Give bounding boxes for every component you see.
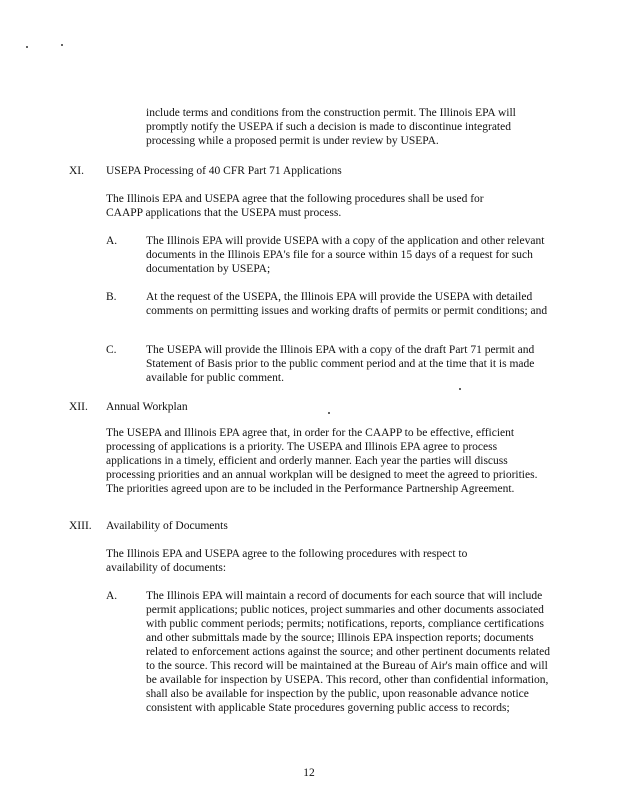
list-item-label: B.: [106, 291, 117, 303]
scan-speck: [61, 44, 63, 46]
section-intro: The Illinois EPA and USEPA agree to the following procedures with respect to availability of documents:: [106, 548, 468, 574]
section-intro: The Illinois EPA and USEPA agree that the following procedures shall be used for CAAPP applications that the USEPA must process.: [106, 193, 484, 219]
continuation-paragraph: include terms and conditions from the construction permit. The Illinois EPA will promptly notify the USEPA if such a decision is made to discontinue integrated processing while a proposed permit is under review by USEPA.: [146, 107, 516, 147]
section-number: XIII.: [69, 520, 92, 532]
list-item-text: At the request of the USEPA, the Illinois EPA will provide the USEPA with detailed comments on permitting issues and working drafts of permits or permit conditions; and: [146, 291, 548, 317]
section-number: XII.: [69, 401, 88, 413]
list-item-text: The Illinois EPA will maintain a record of documents for each source that will include permit applications; public notices, project summaries and other documents associated with public comment periods; permits; notifications, reports, compliance certifications and other submittals made by the source; Illinois EPA inspection reports; documents related to enforcement actions against the source; and other pertinent documents related to the source. This record will be maintained at the Bureau of Air's main office and will be available for inspection by USEPA. This record, other than confidential information, shall also be available for inspection by the public, upon reasonable advance notice consistent with applicable State procedures governing public access to records;: [146, 590, 550, 714]
list-item-label: A.: [106, 235, 118, 247]
section-heading: Availability of Documents: [106, 520, 228, 532]
section-body: The USEPA and Illinois EPA agree that, in order for the CAAPP to be effective, efficient processing of applications is a priority. The USEPA and Illinois EPA agree to process applications in a timely, efficient and orderly manner. Each year the parties will discuss processing priorities and an annual workplan will be designed to meet the agreed to priorities. The priorities agreed upon are to be included in the Performance Partnership Agreement.: [106, 427, 538, 495]
section-heading: USEPA Processing of 40 CFR Part 71 Applications: [106, 165, 342, 177]
list-item-text: The USEPA will provide the Illinois EPA with a copy of the draft Part 71 permit and Statement of Basis prior to the public comment period and at the time that it is made available for public comment.: [146, 344, 535, 384]
section-number: XI.: [69, 165, 85, 177]
list-item-text: The Illinois EPA will provide USEPA with a copy of the application and other relevant documents in the Illinois EPA's file for a source within 15 days of a request for such documentation by USEPA;: [146, 235, 545, 275]
list-item-label: A.: [106, 590, 118, 602]
list-item-label: C.: [106, 344, 117, 356]
scan-speck: [328, 412, 330, 414]
page-number: 12: [303, 767, 315, 779]
scan-speck: [459, 388, 461, 390]
section-heading: Annual Workplan: [106, 401, 188, 413]
scan-speck: [26, 46, 28, 48]
